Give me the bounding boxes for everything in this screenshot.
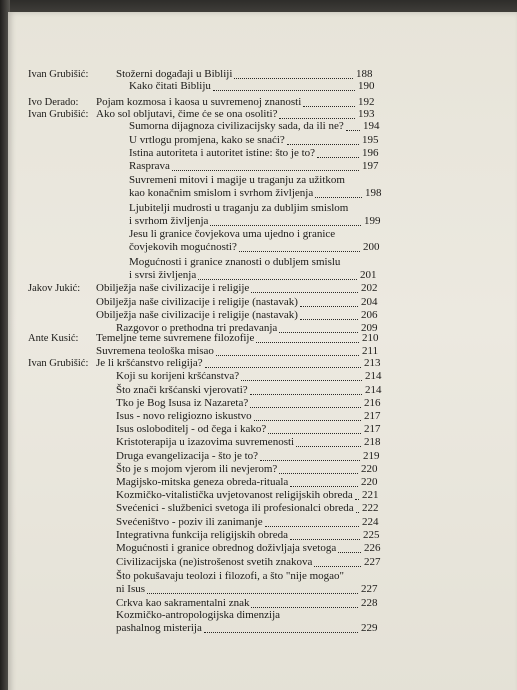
leader-dots	[338, 552, 361, 553]
toc-entry-title: Civilizacijska (ne)istrošenost svetih znakova	[116, 556, 313, 568]
toc-entry-title: Temeljne teme suvremene filozofije	[96, 332, 255, 344]
toc-entry-title: Pojam kozmosa i kaosa u suvremenoj znanosti	[96, 96, 302, 108]
leader-dots	[303, 106, 355, 107]
leader-dots	[279, 332, 358, 333]
page-number: 211	[362, 345, 379, 357]
page-number: 217	[364, 410, 381, 422]
page-number: 226	[364, 542, 381, 554]
author-name: Ivan Grubišić:	[28, 358, 89, 369]
page-number: 227	[361, 583, 378, 595]
toc-entry-title: Što pokušavaju teolozi i filozofi, a što "nije mogao"	[116, 570, 345, 582]
leader-dots	[254, 420, 361, 421]
leader-dots	[346, 130, 360, 131]
toc-entry-title: Što znači kršćanski vjerovati?	[116, 384, 248, 396]
toc-entry-title: Kako čitati Bibliju	[129, 80, 211, 92]
leader-dots	[204, 632, 358, 633]
toc-entry-title: Obilježja naše civilizacije i religije (nastavak)	[96, 296, 298, 308]
leader-dots	[250, 394, 362, 395]
page-number: 219	[363, 450, 380, 462]
page-number: 194	[363, 120, 380, 132]
page-number: 220	[361, 476, 378, 488]
leader-dots	[260, 460, 360, 461]
leader-dots	[147, 593, 358, 594]
toc-entry-title: Kristoterapija u izazovima suvremenosti	[116, 436, 295, 448]
page-number: 229	[361, 622, 378, 634]
toc-entry-title: Svećenici - službenici svetoga ili profesionalci obreda	[116, 502, 354, 514]
toc-entry-title: Ako sol obljutavi, čime će se ona osoliti?	[96, 108, 278, 120]
page-number: 217	[364, 423, 381, 435]
leader-dots	[216, 355, 359, 356]
leader-dots	[234, 78, 353, 79]
book-page	[8, 12, 517, 690]
page-number: 201	[360, 269, 377, 281]
page-number: 199	[364, 215, 381, 227]
page-number: 210	[362, 332, 379, 344]
leader-dots	[314, 566, 361, 567]
toc-entry-title: Ljubitelji mudrosti u traganju za dubljim smislom	[129, 202, 349, 214]
toc-entry-title: Sumorna dijagnoza civilizacijsky sada, da ili ne?	[129, 120, 344, 132]
page-number: 216	[364, 397, 381, 409]
author-name: Ante Kusić:	[28, 333, 79, 344]
page-number: 228	[361, 597, 378, 609]
toc-entry-title: Svećeništvo - poziv ili zanimanje	[116, 516, 263, 528]
toc-entry-title: Mogućnosti i granice znanosti o dubljem smislu	[129, 256, 341, 268]
toc-entry-title: Što je s mojom vjerom ili nevjerom?	[116, 463, 278, 475]
page-number: 204	[361, 296, 378, 308]
leader-dots	[300, 306, 358, 307]
toc-entry-title: Crkva kao sakramentalni znak	[116, 597, 250, 609]
toc-entry-title: Druga evangelizacija - što je to?	[116, 450, 259, 462]
leader-dots	[239, 251, 360, 252]
toc-entry-title: Obilježja naše civilizacije i religije	[96, 282, 250, 294]
page-number: 198	[365, 187, 382, 199]
page-number: 196	[362, 147, 379, 159]
page-number: 221	[362, 489, 379, 501]
page-number: 188	[356, 68, 373, 80]
author-name: Jakov Jukić:	[28, 283, 81, 294]
toc-entry-title: Mogućnosti i granice obrednog doživljaja svetoga	[116, 542, 337, 554]
page-number: 206	[361, 309, 378, 321]
author-name: Ivo Derado:	[28, 97, 79, 108]
toc-entry-title: U vrtlogu promjena, kako se snaći?	[129, 134, 285, 146]
toc-entry-title-continued: i svrhom življenja	[129, 215, 209, 227]
leader-dots	[250, 407, 361, 408]
page-number: 197	[362, 160, 379, 172]
toc-entry-title: Jesu li granice čovjekova uma ujedno i granice	[129, 228, 336, 240]
leader-dots	[356, 512, 359, 513]
toc-entry-title: Rasprava	[129, 160, 170, 172]
leader-dots	[265, 526, 359, 527]
leader-dots	[300, 319, 358, 320]
page-number: 202	[361, 282, 378, 294]
toc-entry-title: Suvremeni mitovi i magije u traganju za užitkom	[129, 174, 345, 186]
leader-dots	[296, 446, 361, 447]
leader-dots	[213, 90, 355, 91]
toc-entry-title: Koji su korijeni kršćanstva?	[116, 370, 240, 382]
toc-entry-title: Razgovor o prethodna tri predavanja	[116, 322, 278, 334]
leader-dots	[290, 539, 360, 540]
leader-dots	[279, 118, 355, 119]
toc-entry-title: Obilježja naše civilizacije i religije (nastavak)	[96, 309, 298, 321]
toc-entry-title: Kozmičko-antropologijska dimenzija	[116, 609, 281, 621]
leader-dots	[279, 473, 358, 474]
page-number: 227	[364, 556, 381, 568]
toc-entry-title: Isus - novo religiozno iskustvo	[116, 410, 252, 422]
toc-entry-title: Stožerni događaji u Bibliji	[116, 68, 233, 80]
page-number: 225	[363, 529, 380, 541]
page-number: 213	[364, 357, 381, 369]
page-number: 222	[362, 502, 379, 514]
toc-entry-title: Tko je Bog Isusa iz Nazareta?	[116, 397, 249, 409]
leader-dots	[268, 433, 361, 434]
leader-dots	[198, 279, 357, 280]
leader-dots	[355, 499, 359, 500]
leader-dots	[251, 607, 358, 608]
toc-entry-title: Kozmičko-vitalistička uvjetovanost religijskih obreda	[116, 489, 353, 501]
page-number: 190	[358, 80, 375, 92]
toc-entry-title-continued: čovjekovih mogućnosti?	[129, 241, 237, 253]
leader-dots	[315, 197, 362, 198]
toc-entry-title: Integrativna funkcija religijskih obreda	[116, 529, 288, 541]
page-number: 220	[361, 463, 378, 475]
leader-dots	[317, 157, 359, 158]
leader-dots	[290, 486, 358, 487]
toc-entry-title: Suvremena teološka misao	[96, 345, 214, 357]
page-number: 209	[361, 322, 378, 334]
toc-entry-title-continued: i svrsi življenja	[129, 269, 197, 281]
toc-entry-title-continued: pashalnog misterija	[116, 622, 202, 634]
toc-entry-title: Je li kršćanstvo religija?	[96, 357, 203, 369]
page-number: 200	[363, 241, 380, 253]
toc-entry-title: Isus osloboditelj - od čega i kako?	[116, 423, 267, 435]
leader-dots	[287, 144, 359, 145]
leader-dots	[256, 342, 359, 343]
page-number: 195	[362, 134, 379, 146]
page-number: 214	[365, 384, 382, 396]
toc-entry-title: Magijsko-mitska geneza obreda-rituala	[116, 476, 289, 488]
leader-dots	[205, 367, 361, 368]
table-of-contents	[8, 12, 517, 690]
leader-dots	[172, 170, 359, 171]
page-number: 192	[358, 96, 375, 108]
author-name: Ivan Grubišić:	[28, 69, 89, 80]
page-number: 214	[365, 370, 382, 382]
toc-entry-title-continued: kao konačnim smislom i svrhom življenja	[129, 187, 314, 199]
toc-entry-title: Istina autoriteta i autoritet istine: što je to?	[129, 147, 316, 159]
author-name: Ivan Grubišić:	[28, 109, 89, 120]
leader-dots	[241, 380, 362, 381]
toc-entry-title-continued: ni Isus	[116, 583, 146, 595]
page-number: 218	[364, 436, 381, 448]
page-number: 193	[358, 108, 375, 120]
leader-dots	[251, 292, 358, 293]
page-number: 224	[362, 516, 379, 528]
leader-dots	[210, 225, 361, 226]
